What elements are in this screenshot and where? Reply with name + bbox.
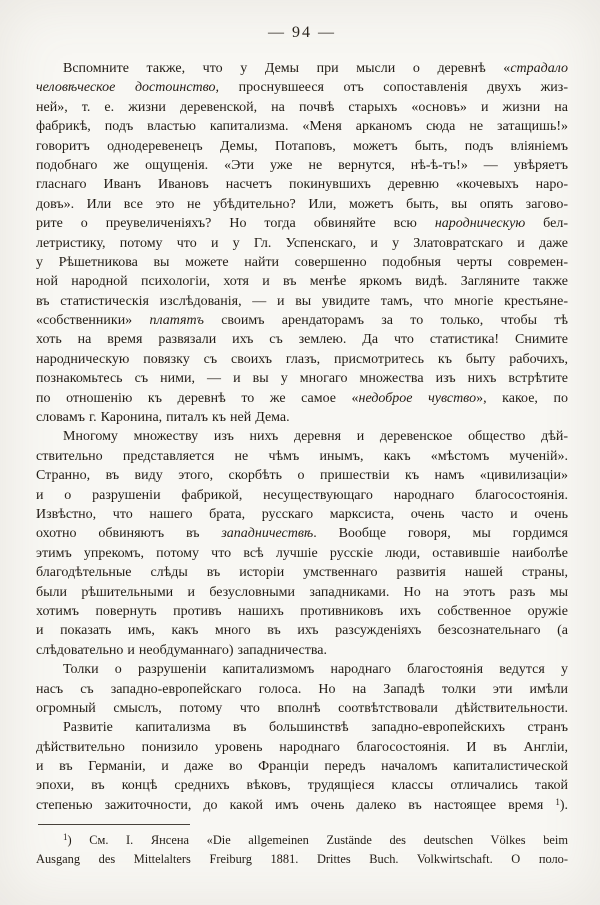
text-line: Странно, въ виду этого, скорбѣть о пришествіи къ намъ «цивилизаціи» <box>36 468 568 484</box>
footnote <box>36 831 568 869</box>
text-line: насъ съ западно-европейскаго голоса. Но на Западѣ толки эти имѣли <box>36 681 568 697</box>
body-text <box>36 59 568 815</box>
text-line: Развитіе капитализма въ большинствѣ западно-европейскихъ странъ <box>63 720 568 736</box>
text-line: были рѣшительными и безусловными западниками. Но на этотъ разъ мы <box>36 584 568 600</box>
text-line: говоритъ однодеревенецъ Демы, Потаповъ, можетъ быть, подъ вліяніемъ <box>36 138 568 154</box>
text-line: охотно обвиняютъ въ западничествѣ. Вообще говоря, мы гордимся <box>36 526 568 542</box>
text-line: благодѣтельные слѣды въ исторіи умственнаго развитія нашей страны, <box>36 565 568 581</box>
text-line: довъ». Или все это не убѣдительно? Или, можетъ быть, вы опять загово- <box>36 196 568 212</box>
text-line: Многому множеству изъ нихъ деревня и деревенское общество дѣй- <box>63 429 568 445</box>
page-number: — 94 — <box>268 24 336 41</box>
text-line: и показать имъ, какъ много въ ихъ разсужденіяхъ безсознательнаго (а <box>36 623 568 639</box>
text-line: слѣдовательно и необдуманнаго) западничества. <box>36 642 327 658</box>
text-line: познакомьтесь съ ними, — и вы у многаго множества изъ нихъ встрѣтите <box>36 371 568 387</box>
text-line: Вспомните также, что у Демы при мысли о деревнѣ «страдало <box>63 61 568 76</box>
text-line: рите о преувеличеніяхъ? Но тогда обвиняйте всю народническую бел- <box>36 216 568 232</box>
text-line: ной народной психологіи, хотя и въ менѣе яркомъ видѣ. Загляните также <box>36 274 568 290</box>
text-line: Извѣстно, что нашего брата, русскаго марксиста, очень часто и очень <box>36 506 568 522</box>
paragraph <box>36 718 568 815</box>
text-line: у Рѣшетникова вы можете найти совершенно подобныя черты современ- <box>36 254 568 270</box>
text-line: фабрикѣ, подъ властью капитализма. «Меня арканомъ сюда не затащишь!» <box>36 119 568 135</box>
paragraph <box>36 427 568 660</box>
text-line: ствительно представляется не чѣмъ инымъ, какъ «мѣстомъ мученій». <box>36 448 568 464</box>
text-line: по отношенію къ деревнѣ то же самое «недоброе чувство», какое, по <box>36 390 568 406</box>
text-line: и въ Германіи, и даже во Франціи передъ началомъ капиталистической <box>36 759 568 775</box>
text-line: степенью зажиточности, до какой имъ очень далеко въ настоящее время $^1$). <box>36 796 568 813</box>
text-line: этимъ упрекомъ, потому что всѣ лучшіе русскіе люди, оставившіе наиболѣе <box>36 545 568 561</box>
text-line: гласнаго Иванъ Ивановъ насчетъ покинувшихъ деревню «кочевыхъ наро- <box>36 177 568 193</box>
text-line: хоть на время развязали ихъ съ землею. Да что статистика! Снимите <box>36 332 568 348</box>
text-line: $^1$) См. I. Янсена «Die allgemeinen Zustände des deutschen Völkes beim <box>63 832 568 848</box>
text-line: хотимъ повернуть противъ нашихъ противниковъ ихъ собственное оружіе <box>36 603 568 619</box>
paragraph <box>36 59 568 427</box>
text-line: Толки о разрушеніи капитализмомъ народнаго благостоянія ведутся у <box>63 662 568 678</box>
text-line: эпохи, въ концѣ среднихъ вѣковъ, трудящіеся классы отличались такой <box>36 778 568 794</box>
text-line: огромный смыслъ, потому что вполнѣ соотвѣтствовали дѣйствительности. <box>36 700 568 716</box>
text-line: летристику, потому что и у Гл. Успенскаго, и у Златовратскаго и даже <box>36 235 568 251</box>
text-line: и о разрушеніи фабрикой, несуществующаго народнаго благосостоянія. <box>36 487 568 503</box>
text-line: ней», т. е. жизни деревенской, на почвѣ старыхъ «основъ» и жизни на <box>36 99 568 115</box>
text-line: дѣйствительно понизило уровень народнаго благосостоянія. И въ Англіи, <box>36 739 568 755</box>
text-line: Ausgang des Mittelalters Freiburg 1881. Drittes Buch. Volkwirtschaft. О поло- <box>36 852 568 867</box>
text-line: въ статистическія изслѣдованія, — и вы увидите тамъ, что многіе крестьяне- <box>36 293 568 309</box>
paragraph <box>36 660 568 718</box>
text-line: человѣческое достоинство, проснувшееся отъ сопоставленія двухъ жиз- <box>36 80 568 96</box>
text-line: словамъ г. Каронина, питалъ къ ней Дема. <box>36 410 290 426</box>
text-line: «собственники» платятъ своимъ арендаторамъ за то только, чтобы тѣ <box>36 313 568 329</box>
text-line: народническую повязку съ своихъ глазъ, присмотритесь къ быту рабочихъ, <box>36 351 568 367</box>
text-line: подобнаго же ощущенія. «Эти уже не вернутся, нѣ-ѣ-тъ!» — увѣряетъ <box>36 157 568 173</box>
footnote-rule <box>38 824 190 825</box>
